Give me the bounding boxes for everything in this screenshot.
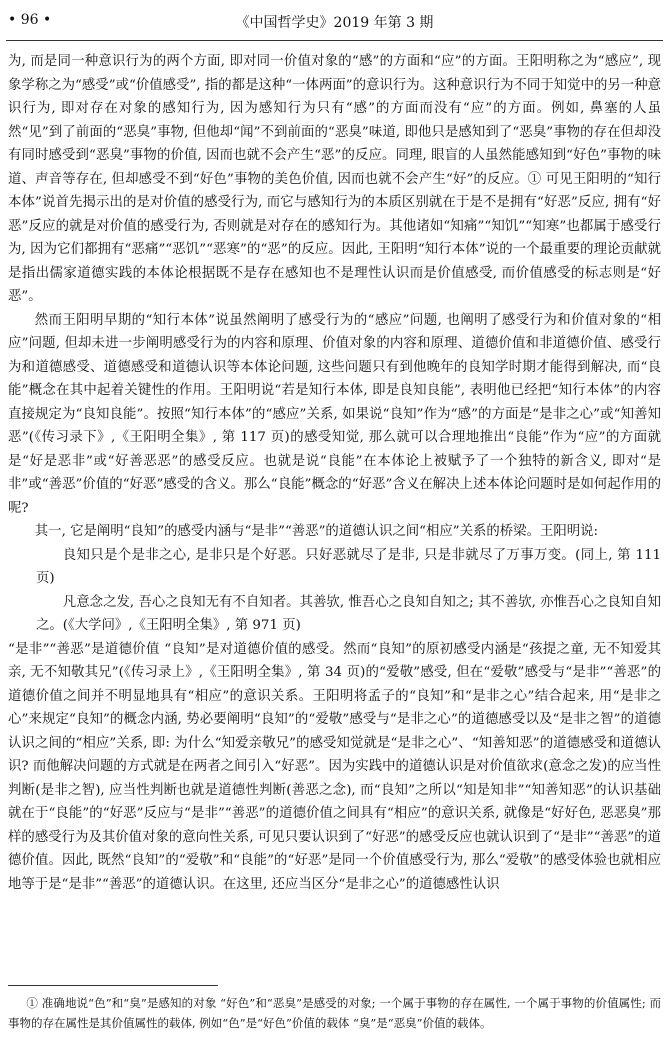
- journal-title: 《中国哲学史》2019 年第 3 期: [235, 15, 434, 31]
- block-quote: 凡意念之发, 吾心之良知无有不自知者。其善欤, 惟吾心之良知自知之; 其不善欤, 亦惟吾心之良知自知之。(《大学问》,《王阳明全集》, 第 971 页): [36, 594, 661, 633]
- paragraph: 然而王阳明早期的“知行本体”说虽然阐明了感受行为的“感应”问题, 也阐明了感受行为和价值对象的“相应”问题, 但却未进一步阐明感受行为的内容和原理、价值对象的内容和原理、道德价值和非道德价值、感受行为和道德感受、道德感受和道德认识等本体论问题, 这些问题只有到他晚年的良知学时期才能得到解决, 而“良能”概念在其中起着关键性的作用。王阳明说“若是知行本体, 即是良知良能”, 表明他已经把“知行本体”的内容直接规定为“良知良能”。按照“知行本体”的“感应”关系, 如果说“良知”作为“感”的方面是“是非之心”或“知善知恶”(《传习录下》,《王阳明全集》, 第 117 页)的感受知觉, 那么就可以合理地推出“良能”作为“应”的方面就是“好是恶非”或“好善恶恶”的感受反应。也就是说“良能”在本体论上被赋予了一个独特的新含义, 即对“是非”或“善恶”价值的“好恶”感受的含义。那么“良能”概念的“好恶”含义在解决上述本体论问题时是如何起作用的呢?: [8, 312, 661, 516]
- footnote: [8, 993, 661, 1033]
- paragraph: 其一, 它是阐明“良知”的感受内涵与“是非”“善恶”的道德认识之间“相应”关系的桥梁。王阳明说:: [34, 524, 599, 539]
- block-quote: 良知只是个是非之心, 是非只是个好恶。只好恶就尽了是非, 只是非就尽了万事万变。(同上, 第 111 页): [36, 547, 661, 586]
- body-text: [8, 50, 661, 896]
- footnote-rule: [8, 985, 218, 986]
- footnote-text: ① 准确地说“色”和“臭”是感知的对象 “好色”和“恶臭”是感受的对象; 一个属于事物的存在属性, 一个属于事物的价值属性; 而事物的存在属性是其价值属性的载体, 例如“色”是“好色”价值的载体 “臭”是“恶臭”价值的载体。: [8, 996, 661, 1030]
- running-header: [0, 0, 669, 42]
- paragraph-continued: 为, 而是同一种意识行为的两个方面, 即对同一价值对象的“感”的方面和“应”的方面。王阳明称之为“感应”, 现象学称之为“感受”或“价值感受”, 指的都是这种“一体两面”的意识行为。这种意识行为不同于知觉中的另一种意识行为, 即对存在对象的感知行为, 因为感知行为只有“感”的方面而没有“应”的方面。例如, 鼻塞的人虽然“见”到了前面的“恶臭”事物, 但他却“闻”不到前面的“恶臭”味道, 即他只是感知到了“恶臭”事物的存在但却没有同时感受到“恶臭”事物的价值, 因而也就不会产生“恶”的反应。同理, 眼盲的人虽然能感知到“好色”事物的味道、声音等存在, 但却感受不到“好色”事物的美色价值, 因而也就不会产生“好”的反应。① 可见王阳明的“知行本体”说首先揭示出的是对价值的感受行为, 而它与感知行为的本质区别就在于是不是拥有“好恶”反应, 拥有“好恶”反应的就是对价值的感受行为, 否则就是对存在的感知行为。其他诸如“知痛”“知饥”“知寒”也都属于感受行为, 因为它们都拥有“恶痛”“恶饥”“恶寒”的“恶”的反应。因此, 王阳明“知行本体”说的一个最重要的理论贡献就是指出儒家道德实践的本体论根据既不是存在感知也不是理性认识而是价值感受, 而价值感受的标志则是“好恶”。: [8, 54, 661, 304]
- page-number: • 96 •: [8, 12, 52, 28]
- paragraph: “是非”“善恶”是道德价值 “良知”是对道德价值的感受。然而“良知”的原初感受内涵是“孩提之童, 无不知爱其亲, 无不知敬其兄”(《传习录上》,《王阳明全集》, 第 34 页)的“爱敬”感受, 但在“爱敬”感受与“是非”“善恶”的道德价值之间并不明显地具有“相应”的意识关系。王阳明将孟子的“良知”和“是非之心”结合起来, 用“是非之心”来规定“良知”的概念内涵, 势必要阐明“良知”的“爱敬”感受与“是非之心”的道德感受以及“是非之智”的道德认识之间的“相应”关系, 即: 为什么“知爱亲敬兄”的感受知觉就是“是非之心”、“知善知恶”的道德感受和道德认识? 而他解决问题的方式就是在两者之间引入“好恶”。因为实践中的道德认识是对价值欲求(意念之发)的应当性判断(是非之智), 应当性判断也就是道德性判断(善恶之念), 而“良知”之所以“知是知非”“知善知恶”的认识基础就在于“良能”的“好恶”反应与“是非”“善恶”的道德价值之间具有“相应”的意识关系, 就像是“好好色, 恶恶臭”那样的感受行为及其价值对象的意向性关系, 可见只要认识到了“好恶”的感受反应也就认识到了“是非”“善恶”的道德价值。因此, 既然“良知”的“爱敬”和“良能”的“好恶”是同一个价值感受行为, 那么“爱敬”的感受体验也就相应地等于是“是非”“善恶”的道德认识。在这里, 还应当区分“是非之心”的道德感性认识: [8, 641, 661, 892]
- header-rule: [6, 40, 663, 41]
